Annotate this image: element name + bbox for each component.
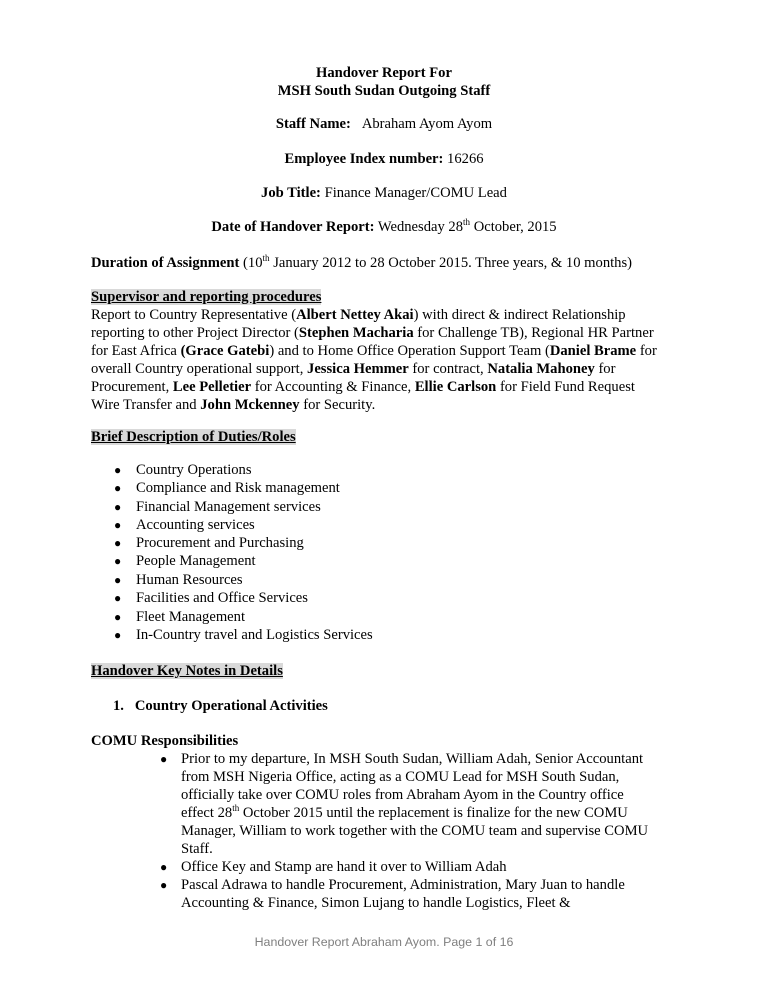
supervisor-heading: Supervisor and reporting procedures [91, 289, 322, 305]
employee-index-label: Employee Index number: [284, 151, 444, 167]
supervisor-line-5 [91, 378, 635, 396]
job-title-value: Finance Manager/COMU Lead [324, 185, 507, 201]
person-name: Lee Pelletier [172, 379, 252, 395]
text-run: Wire Transfer and [91, 397, 201, 413]
employee-index-line [0, 150, 768, 168]
job-title-label: Job Title: [261, 185, 321, 201]
report-title: Handover Report For [316, 65, 452, 81]
text-run: overall Country operational support, [91, 361, 308, 377]
report-subtitle: MSH South Sudan Outgoing Staff [277, 83, 491, 99]
person-name: Stephen Macharia [298, 325, 414, 341]
comu-p3-line-1: Pascal Adrawa to handle Procurement, Administration, Mary Juan to handle [181, 877, 625, 893]
supervisor-line-6 [91, 396, 375, 414]
supervisor-heading-line [91, 288, 321, 306]
supervisor-line-1 [91, 306, 626, 324]
comu-p1-line-1: Prior to my departure, In MSH South Sudan, William Adah, Senior Accountant [181, 751, 644, 767]
text-run: for Challenge TB), Regional HR Partner [413, 325, 654, 341]
person-name: Daniel Brame [549, 343, 637, 359]
duration-line [91, 254, 632, 272]
list-item-label: People Management [136, 553, 256, 569]
text-run: Procurement, [91, 379, 173, 395]
section-1-heading: 1. Country Operational Activities [113, 698, 328, 714]
keynotes-heading: Handover Key Notes in Details [91, 663, 283, 679]
job-title-line [0, 184, 768, 202]
text-run: reporting to other Project Director ( [91, 325, 299, 341]
text-run: for Security. [299, 397, 376, 413]
text-run: th [232, 803, 240, 813]
person-name: Natalia Mahoney [487, 361, 595, 377]
bullet-icon: ● [114, 518, 122, 532]
duration-pre: (10 [243, 255, 263, 271]
page-footer: Handover Report Abraham Ayom. Page 1 of 16 [254, 935, 514, 949]
comu-p1-line-4 [181, 804, 628, 822]
duration-sup: th [262, 253, 270, 263]
text-run: Report to Country Representative ( [91, 307, 297, 323]
bullet-icon: ● [114, 610, 122, 624]
comu-p1-line-5: Manager, William to work together with the COMU team and supervise COMU [181, 823, 649, 839]
bullet-icon: ● [114, 591, 122, 605]
text-run: for East Africa [91, 343, 181, 359]
staff-name-value: Abraham Ayom Ayom [361, 116, 493, 132]
duration-post: January 2012 to 28 October 2015. Three years, & 10 months) [273, 255, 633, 271]
staff-name-line [0, 115, 768, 133]
text-run: for contract, [408, 361, 488, 377]
text-run: ) with direct & indirect Relationship [413, 307, 626, 323]
list-item-label: Procurement and Purchasing [136, 535, 304, 551]
handover-date-sup: th [463, 217, 471, 227]
duties-heading-line [91, 428, 296, 446]
text-run: for Field Fund Request [496, 379, 635, 395]
person-name: Jessica Hemmer [307, 361, 409, 377]
text-run: for Accounting & Finance, [251, 379, 415, 395]
handover-date-line [0, 218, 768, 236]
list-item-label: Accounting services [136, 517, 255, 533]
duration-label: Duration of Assignment [91, 255, 240, 271]
bullet-icon: ● [114, 628, 122, 642]
bullet-icon: ● [114, 463, 122, 477]
list-item-label: Financial Management services [136, 499, 321, 515]
bullet-icon: ● [160, 752, 168, 766]
person-name: (Grace Gatebi [180, 343, 270, 359]
bullet-icon: ● [114, 536, 122, 550]
list-item-label: Compliance and Risk management [136, 480, 340, 496]
staff-name-label: Staff Name: [275, 116, 351, 132]
duties-heading: Brief Description of Duties/Roles [91, 429, 296, 445]
comu-p1-line-2: from MSH Nigeria Office, acting as a COMU Lead for MSH South Sudan, [181, 769, 620, 785]
comu-p1-line-3: officially take over COMU roles from Abraham Ayom in the Country office [181, 787, 624, 803]
text-run: for [594, 361, 616, 377]
text-run: for [636, 343, 657, 359]
list-item-label: In-Country travel and Logistics Services [136, 627, 373, 643]
handover-date-label: Date of Handover Report: [211, 219, 375, 235]
supervisor-line-2 [91, 324, 654, 342]
list-item-label: Human Resources [136, 572, 243, 588]
supervisor-line-4 [91, 360, 615, 378]
comu-p2: Office Key and Stamp are hand it over to William Adah [181, 859, 507, 875]
bullet-icon: ● [160, 860, 168, 874]
keynotes-heading-line [91, 662, 283, 680]
person-name: Albert Nettey Akai [296, 307, 414, 323]
bullet-icon: ● [114, 554, 122, 568]
bullet-icon: ● [160, 878, 168, 892]
person-name: Ellie Carlson [414, 379, 497, 395]
bullet-icon: ● [114, 573, 122, 587]
text-run: effect 28 [181, 805, 233, 821]
list-item-label: Facilities and Office Services [136, 590, 308, 606]
text-run: October 2015 until the replacement is finalize for the new COMU [239, 805, 628, 821]
handover-date-post: October, 2015 [473, 219, 557, 235]
comu-p1-line-6: Staff. [181, 841, 213, 857]
comu-p3-line-2: Accounting & Finance, Simon Lujang to handle Logistics, Fleet & [181, 895, 571, 911]
list-item-label: Country Operations [136, 462, 252, 478]
list-item-label: Fleet Management [136, 609, 246, 625]
bullet-icon: ● [114, 500, 122, 514]
handover-date-pre: Wednesday 28 [377, 219, 464, 235]
bullet-icon: ● [114, 481, 122, 495]
text-run: ) and to Home Office Operation Support Team ( [269, 343, 550, 359]
supervisor-line-3 [91, 342, 657, 360]
employee-index-value: 16266 [447, 151, 484, 167]
comu-heading: COMU Responsibilities [91, 733, 239, 749]
person-name: John Mckenney [200, 397, 300, 413]
